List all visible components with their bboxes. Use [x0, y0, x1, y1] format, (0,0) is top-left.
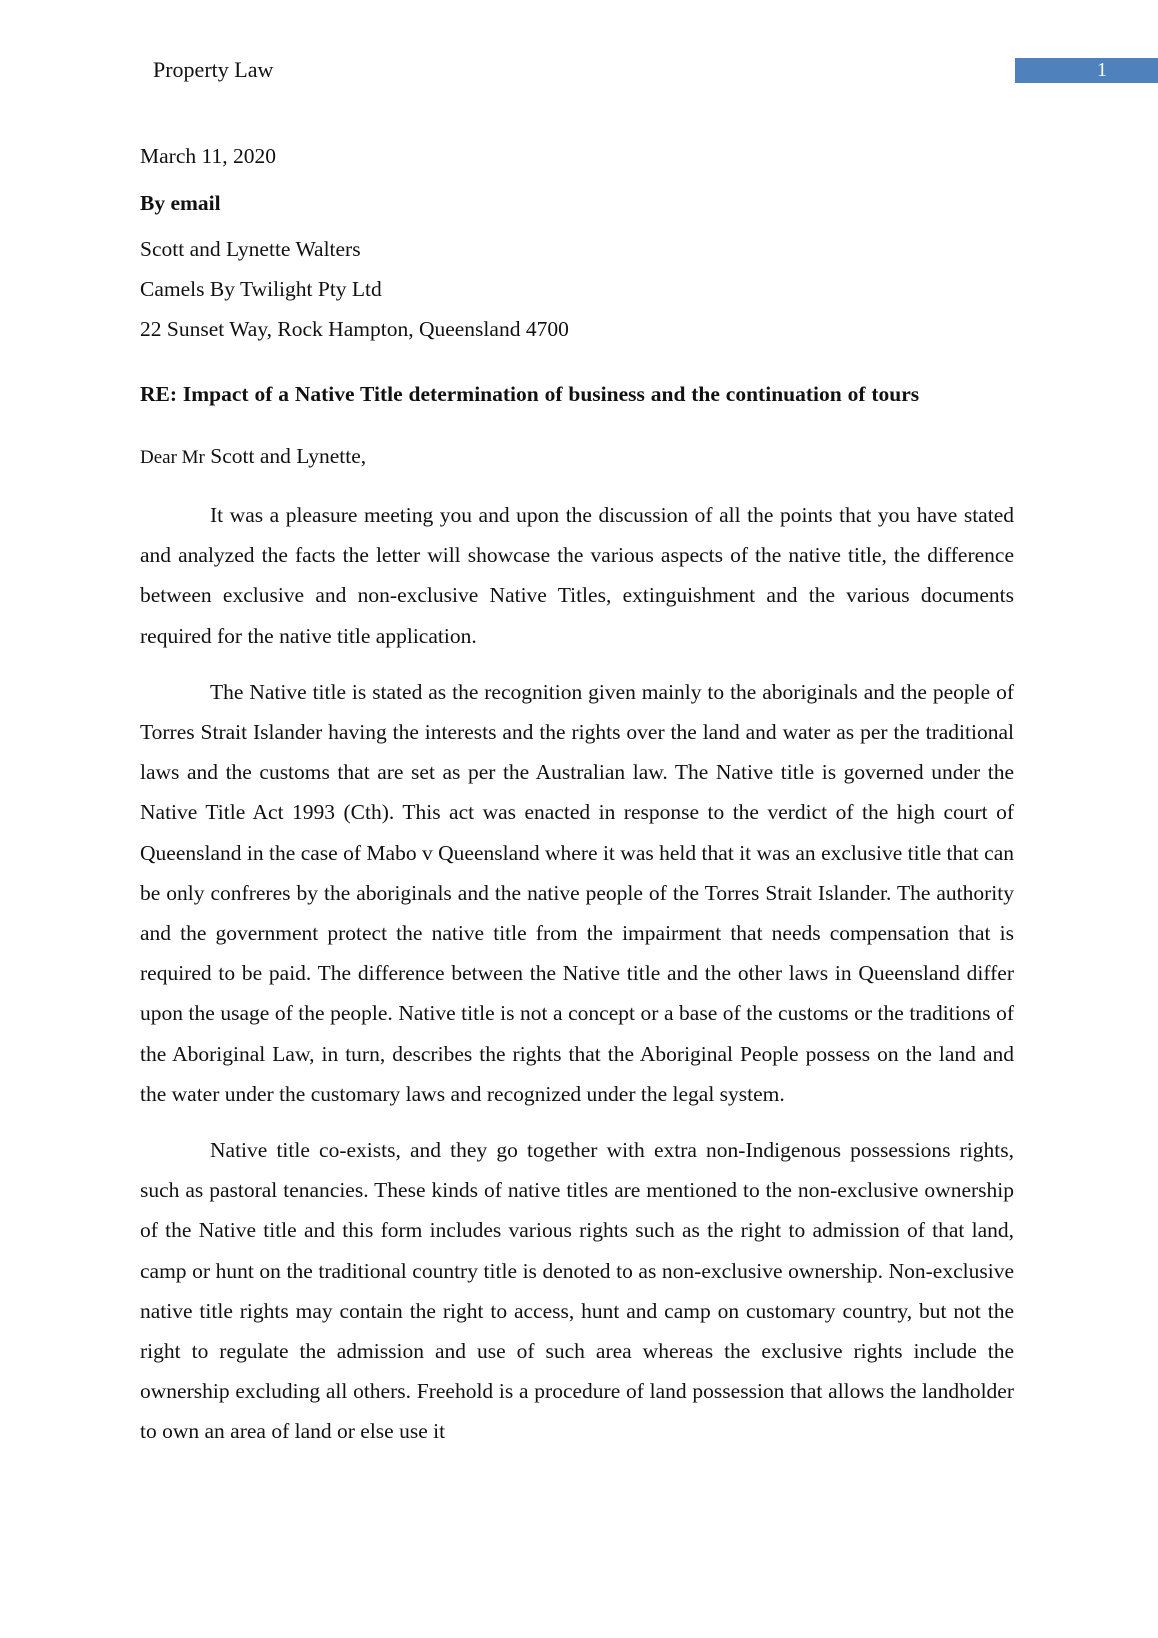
page-number: 1 — [1097, 59, 1107, 81]
recipient-name: Scott and Lynette Walters — [140, 237, 361, 261]
subject-line: RE: Impact of a Native Title determination of business and the continuation of tours — [140, 382, 920, 406]
running-header-title: Property Law — [153, 57, 274, 82]
delivery-method: By email — [140, 191, 221, 215]
letter-date: March 11, 2020 — [140, 144, 276, 168]
letter-body — [140, 136, 1014, 1468]
body-paragraph-1: It was a pleasure meeting you and upon the discussion of all the points that you have stated and analyzed the facts the letter will showcase the various aspects of the native title, the difference between exclusive and non-exclusive Native Titles, extinguishment and the various documents required for the native title application. — [140, 503, 1014, 648]
salutation-name: Scott and Lynette, — [204, 444, 367, 468]
body-paragraph-3: Native title co-exists, and they go together with extra non-Indigenous possessions rights, such as pastoral tenancies. These kinds of native titles are mentioned to the non-exclusive ownership of the Native title and this form includes various rights such as the right to admission of that land, camp or hunt on the traditional country title is denoted to as non-exclusive ownership. Non-exclusive native title rights may contain the right to access, hunt and camp on customary country, but not the right to regulate the admission and use of such area whereas the exclusive rights include the ownership excluding all others. Freehold is a procedure of land possession that allows the landholder to own an area of land or else use it — [140, 1138, 1014, 1444]
recipient-address: 22 Sunset Way, Rock Hampton, Queensland 4700 — [140, 317, 569, 341]
page-number-box — [1015, 58, 1158, 83]
body-paragraph-2: The Native title is stated as the recognition given mainly to the aboriginals and the people of Torres Strait Islander having the interests and the rights over the land and water as per the traditional laws and the customs that are set as per the Australian law. The Native title is governed under the Native Title Act 1993 (Cth). This act was enacted in response to the verdict of the high court of Queensland in the case of Mabo v Queensland where it was held that it was an exclusive title that can be only confreres by the aboriginals and the native people of the Torres Strait Islander. The authority and the government protect the native title from the impairment that needs compensation that is required to be paid. The difference between the Native title and the other laws in Queensland differ upon the usage of the people. Native title is not a concept or a base of the customs or the traditions of the Aboriginal Law, in turn, describes the rights that the Aboriginal People possess on the land and the water under the customary laws and recognized under the legal system. — [140, 679, 1014, 1106]
salutation-prefix: Dear Mr — [140, 447, 205, 468]
salutation — [140, 436, 1014, 478]
recipient-address-block — [140, 229, 1014, 349]
recipient-company: Camels By Twilight Pty Ltd — [140, 277, 382, 301]
